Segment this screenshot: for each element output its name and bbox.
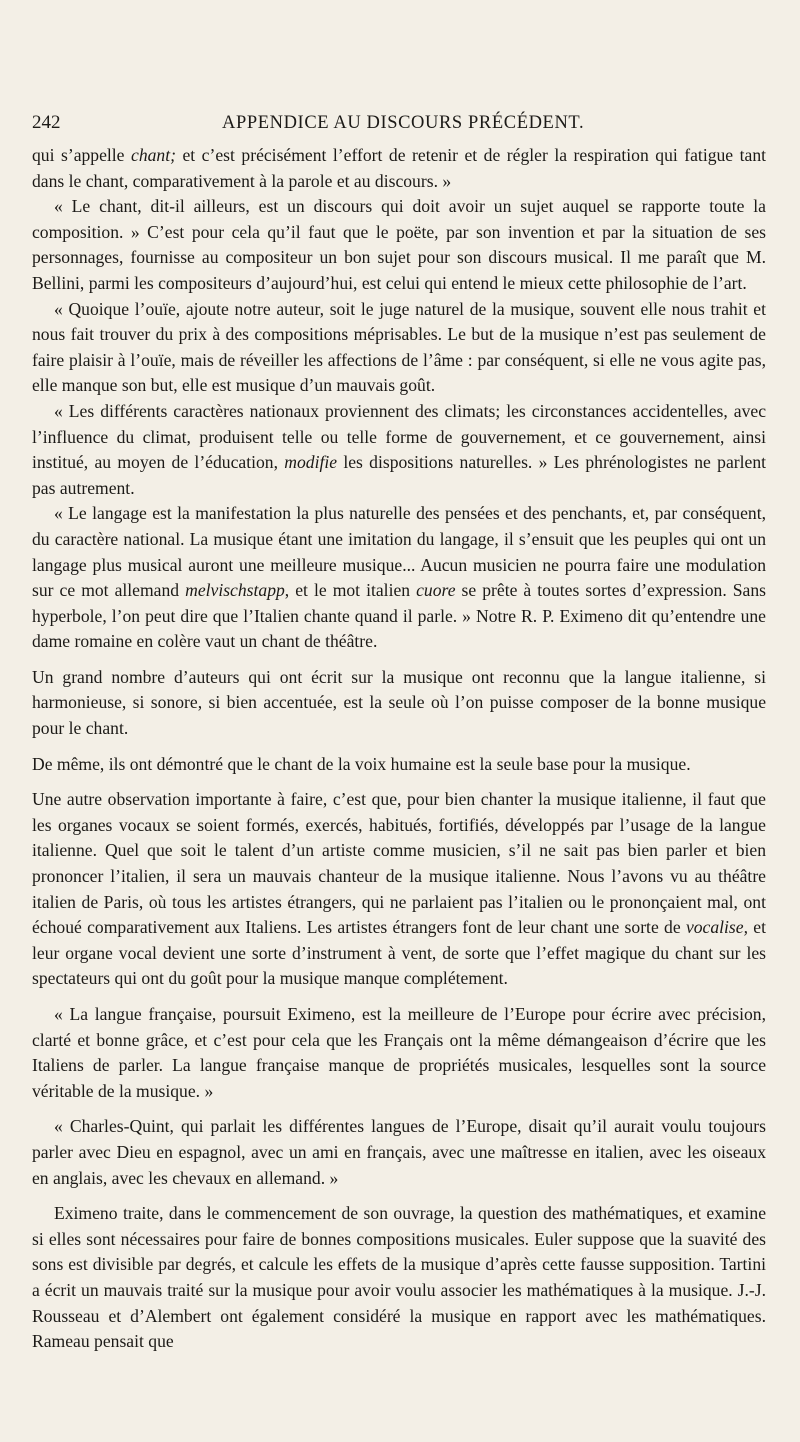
body-text <box>32 143 766 1355</box>
paragraph-text: « Le langage est la manifestation la plus naturelle des pensées et des penchants, et, par conséquent, du caractère national. La musique étant une imitation du langage, il s’ensuit que les peuples qui ont un langage plus musical auront une meilleure musique... Aucun musicien ne pourra faire une modulation sur ce mot allemand <box>32 503 766 601</box>
paragraph <box>32 143 766 194</box>
paragraph-text: Une autre observation importante à faire, c’est que, pour bien chanter la musique italienne, il faut que les organes vocaux se soient formés, exercés, habitués, fortifiés, développés par l’usage de la langue italienne. Quel que soit le talent d’un artiste comme musicien, s’il ne sait pas bien parler et bien prononcer l’italien, il sera un mauvais chanteur de la musique italienne. Nous l’avons vu au théâtre italien de Paris, où tous les artistes étrangers, qui ne parlaient pas l’italien ou le prononçaient mal, ont échoué comparativement aux Italiens. Les artistes étrangers font de leur chant une sorte de <box>32 789 766 938</box>
italic-word: melvischstapp <box>185 580 285 601</box>
paragraph: « Le chant, dit-il ailleurs, est un discours qui doit avoir un sujet auquel se rapporte toute la composition. » C’est pour cela qu’il faut que le poëte, par son invention et par la situation de ses personnages, fournisse au compositeur un bon sujet pour son discours musical. Il me paraît que M. Bellini, parmi les compositeurs d’aujourd’hui, est celui qui entend le mieux cette philosophie de l’art. <box>32 196 766 293</box>
page-number: 242 <box>32 112 61 133</box>
paragraph: « Charles-Quint, qui parlait les différentes langues de l’Europe, disait qu’il aurait voulu toujours parler avec Dieu en espagnol, avec un ami en français, avec une maîtresse en italien, avec les oiseaux en anglais, avec les chevaux en allemand. » <box>32 1116 766 1188</box>
paragraph-text: , et le mot italien <box>284 580 417 601</box>
italic-word: vocalise, <box>685 917 748 938</box>
italic-word: modifie <box>284 452 338 473</box>
paragraph: Un grand nombre d’auteurs qui ont écrit sur la musique ont reconnu que la langue italienne, si harmonieuse, si sonore, si bien accentuée, est la seule où l’on puisse composer de la bonne musique pour le chant. <box>32 666 766 739</box>
paragraph: « La langue française, poursuit Eximeno, est la meilleure de l’Europe pour écrire avec précision, clarté et bonne grâce, et c’est pour cela que les Français ont la même démangeaison d’écrire que les Italiens de parler. La langue française manque de propriétés musicales, lesquelles sont la source véritable de la musique. » <box>32 1004 766 1101</box>
paragraph-text: les dispositions naturelles. » Les phrénologistes ne parlent pas autrement. <box>32 452 766 498</box>
page-header <box>32 112 760 134</box>
paragraph <box>32 399 766 501</box>
paragraph-text: et leur organe vocal devient une sorte d’instrument à vent, de sorte que l’effet magique du chant sur les spectateurs qui ont du goût pour la musique manque complétement. <box>32 917 766 989</box>
paragraph: « Quoique l’ouïe, ajoute notre auteur, soit le juge naturel de la musique, souvent elle nous trahit et nous fait trouver du prix à des compositions méprisables. Le but de la musique n’est pas seulement de faire plaisir à l’ouïe, mais de réveiller les affections de l’âme : par conséquent, si elle ne vous agite pas, elle manque son but, elle est musique d’un mauvais goût. <box>32 298 766 396</box>
paragraph-text: se prête à toutes sortes d’expression. Sans hyperbole, l’on peut dire que l’Italien chante quand il parle. » Notre R. P. Eximeno dit qu’entendre une dame romaine en colère vaut un chant de théâtre. <box>32 580 766 652</box>
paragraph-text: « Les différents caractères nationaux proviennent des climats; les circonstances accidentelles, avec l’influence du climat, produisent telle ou telle forme de gouvernement, et ce gouvernement, ainsi institué, au moyen de l’éducation, <box>32 400 766 473</box>
paragraph <box>32 787 766 992</box>
running-head: APPENDICE AU DISCOURS PRÉCÉDENT. <box>222 113 585 133</box>
paragraph-text: et c’est précisément l’effort de retenir et de régler la respiration qui fatigue tant dans le chant, comparativement à la parole et au discours. » <box>32 145 767 191</box>
paragraph: De même, ils ont démontré que le chant de la voix humaine est la seule base pour la musique. <box>32 753 691 774</box>
italic-word: cuore <box>416 580 456 601</box>
paragraph <box>32 501 766 655</box>
paragraph-text: qui s’appelle <box>32 145 132 165</box>
italic-word: chant; <box>131 145 176 165</box>
paragraph: Eximeno traite, dans le commencement de son ouvrage, la question des mathématiques, et examine si elles sont nécessaires pour faire de bonnes compositions musicales. Euler suppose que la suavité des sons est divisible par degrés, et calcule les effets de la musique d’après cette fausse supposition. Tartini a écrit un mauvais traité sur la musique pour avoir voulu associer les mathématiques à la musique. J.-J. Rousseau et d’Alembert ont également considéré la musique en rapport avec les mathématiques. Rameau pensait que <box>32 1203 766 1352</box>
